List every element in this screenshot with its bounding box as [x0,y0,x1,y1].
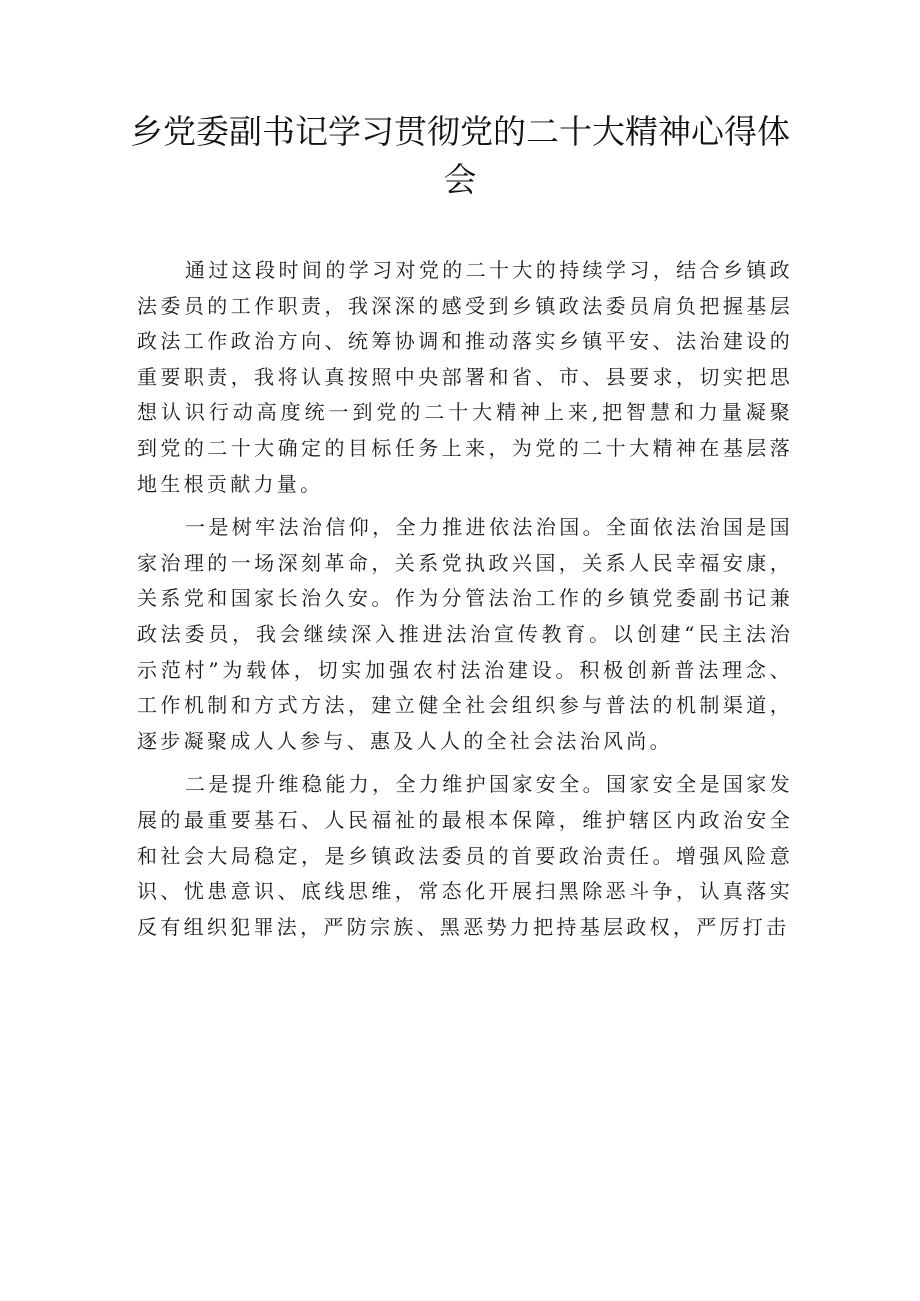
paragraph-rule-of-law: 一是树牢法治信仰，全力推进依法治国。全面依法治国是国家治理的一场深刻革命，关系党执政兴国，关系人民幸福安康，关系党和国家长治久安。作为分管法治工作的乡镇党委副书记兼政法委员，我会继续深入推进法治宣传教育。以创建“民主法治示范村”为载体，切实加强农村法治建设。积极创新普法理念、工作机制和方式方法，建立健全社会组织参与普法的机制渠道，逐步凝聚成人人参与、惠及人人的全社会法治风尚。 [137,515,793,753]
document-body [137,253,793,953]
document-title: 乡党委副书记学习贯彻党的二十大精神心得体会 [130,112,790,199]
paragraph-intro: 通过这段时间的学习对党的二十大的持续学习，结合乡镇政法委员的工作职责，我深深的感受到乡镇政法委员肩负把握基层政法工作政治方向、统筹协调和推动落实乡镇平安、法治建设的重要职责，我将认真按照中央部署和省、市、县要求，切实把思想认识行动高度统一到党的二十大精神上来,把智慧和力量凝聚到党的二十大确定的目标任务上来，为党的二十大精神在基层落地生根贡献力量。 [137,258,793,496]
paragraph-stability: 二是提升维稳能力，全力维护国家安全。国家安全是国家发展的最重要基石、人民福祉的最根本保障，维护辖区内政治安全和社会大局稳定，是乡镇政法委员的首要政治责任。增强风险意识、忧患意识、底线思维，常态化开展扫黑除恶斗争，认真落实反有组织犯罪法，严防宗族、黑恶势力把持基层政权，严厉打击 [137,772,793,939]
